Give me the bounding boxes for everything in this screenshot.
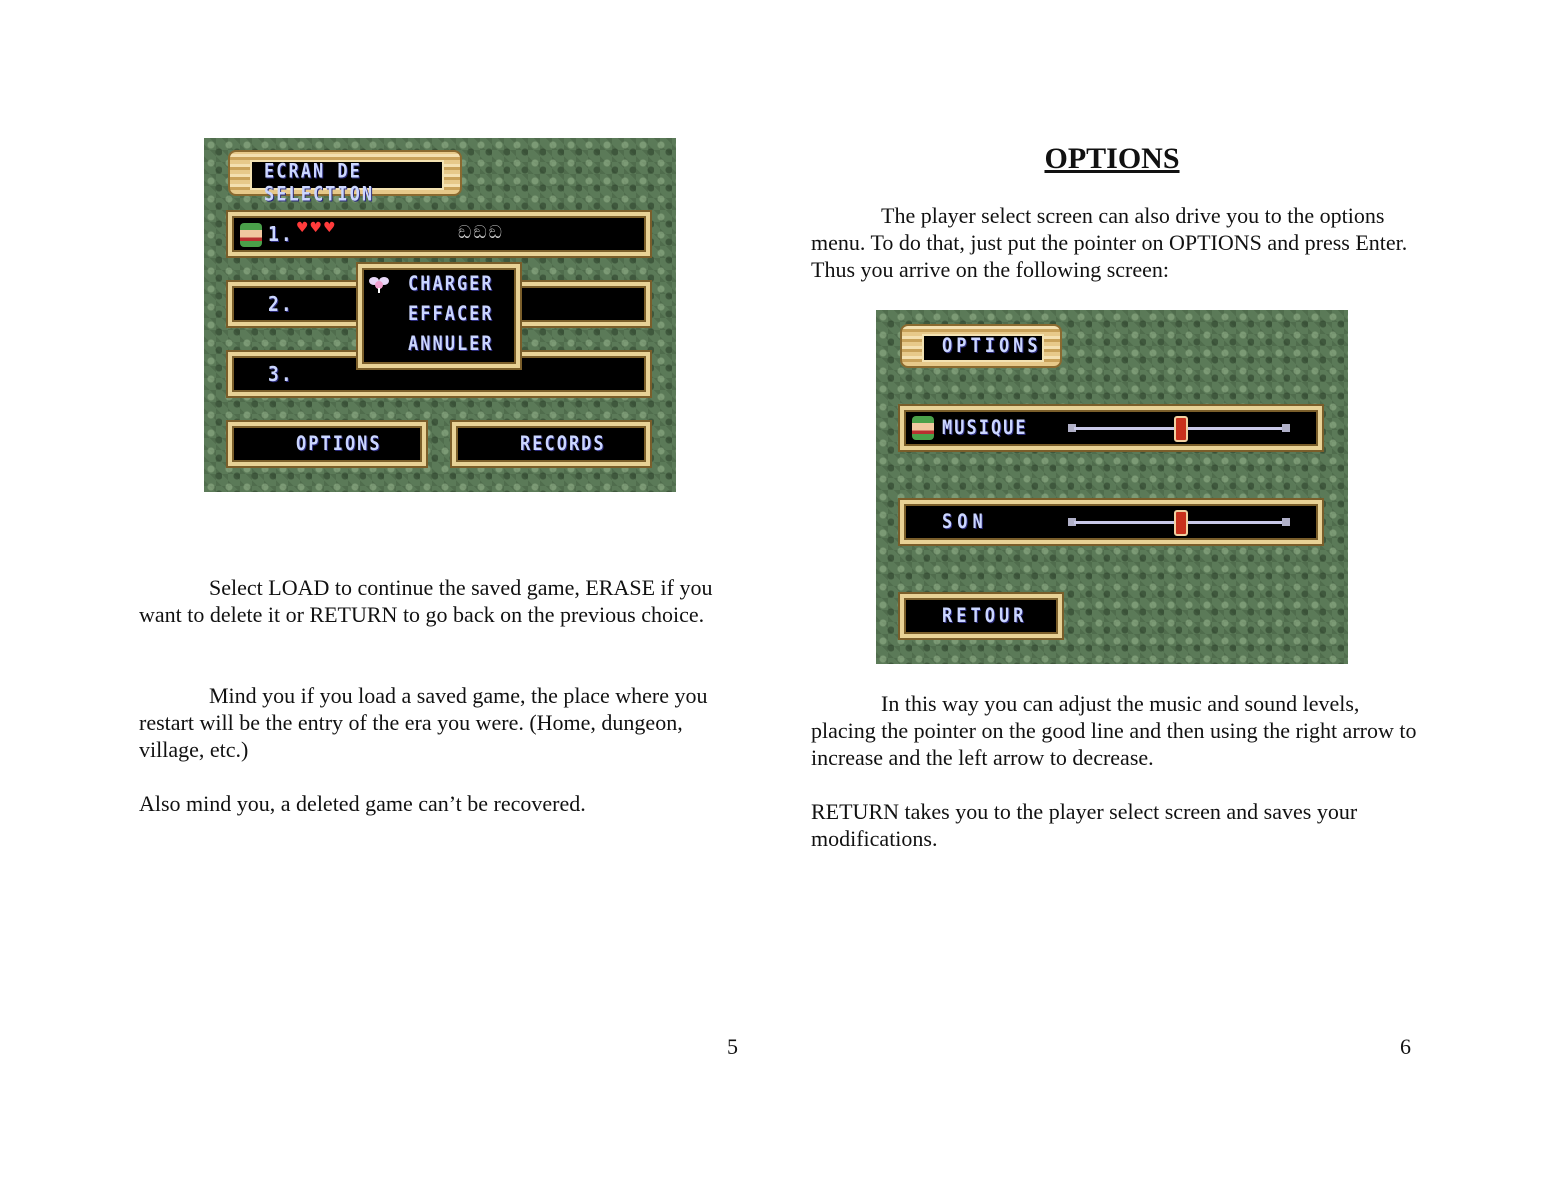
records-button-label: RECORDS xyxy=(520,432,606,456)
return-button[interactable] xyxy=(900,594,1062,638)
return-saves-paragraph: RETURN takes you to the player select screen and saves your modifications. xyxy=(811,799,1358,851)
music-row[interactable] xyxy=(900,406,1322,450)
menu-charger[interactable]: CHARGER xyxy=(408,272,494,296)
deleted-game-paragraph: Also mind you, a deleted game can’t be recovered. xyxy=(139,791,586,816)
music-label: MUSIQUE xyxy=(942,416,1028,440)
title-plaque xyxy=(228,150,462,206)
sound-slider-max xyxy=(1282,518,1290,526)
options-button[interactable] xyxy=(228,422,426,466)
slot-3-label: 3. xyxy=(268,362,294,387)
music-slider-knob[interactable] xyxy=(1174,416,1188,442)
menu-annuler[interactable]: ANNULER xyxy=(408,332,494,356)
right-page xyxy=(776,0,1552,1200)
save-slot-1[interactable] xyxy=(228,212,650,256)
sound-row[interactable] xyxy=(900,500,1322,544)
menu-effacer[interactable]: EFFACER xyxy=(408,302,494,326)
screen-title: ECRAN DE SELECTION xyxy=(264,160,375,206)
return-button-label: RETOUR xyxy=(942,604,1028,628)
seed-items-icon: ඞඞඞ xyxy=(458,222,505,243)
page-number-left: 5 xyxy=(727,1034,738,1059)
records-button[interactable] xyxy=(452,422,650,466)
selection-screen-screenshot xyxy=(204,138,676,492)
adjust-levels-paragraph: In this way you can adjust the music and sound levels, placing the pointer on the good line and then using the right arrow to increase and the left arrow to decrease. xyxy=(811,691,1417,770)
link-sprite-icon xyxy=(240,223,262,247)
options-intro-paragraph: The player select screen can also drive you to the options menu. To do that, just put the pointer on OPTIONS and press Enter. Thus you arrive on the following screen: xyxy=(811,203,1408,282)
options-screen-title: OPTIONS xyxy=(942,334,1042,358)
slot-1-label: 1. xyxy=(268,222,294,247)
sound-slider-knob[interactable] xyxy=(1174,510,1188,536)
music-slider-max xyxy=(1282,424,1290,432)
hearts-icon: ♥♥♥ xyxy=(296,220,337,236)
slot-2-label: 2. xyxy=(268,292,294,317)
fairy-pointer-icon xyxy=(368,274,390,294)
options-title-plaque xyxy=(900,324,1062,368)
options-screen-screenshot xyxy=(876,310,1348,664)
options-heading: OPTIONS xyxy=(1044,142,1180,175)
restart-location-paragraph: Mind you if you load a saved game, the place where you restart will be the entry of the era you were. (Home, dungeon, village, etc.) xyxy=(139,683,708,762)
load-erase-paragraph: Select LOAD to continue the saved game, ERASE if you want to delete it or RETURN to go back on the previous choice. xyxy=(139,575,713,627)
sound-label: SON xyxy=(942,510,988,534)
link-sprite-pointer-icon xyxy=(912,416,934,440)
page-number-right: 6 xyxy=(1400,1034,1411,1059)
load-menu-popup xyxy=(358,264,520,368)
options-button-label: OPTIONS xyxy=(296,432,382,456)
